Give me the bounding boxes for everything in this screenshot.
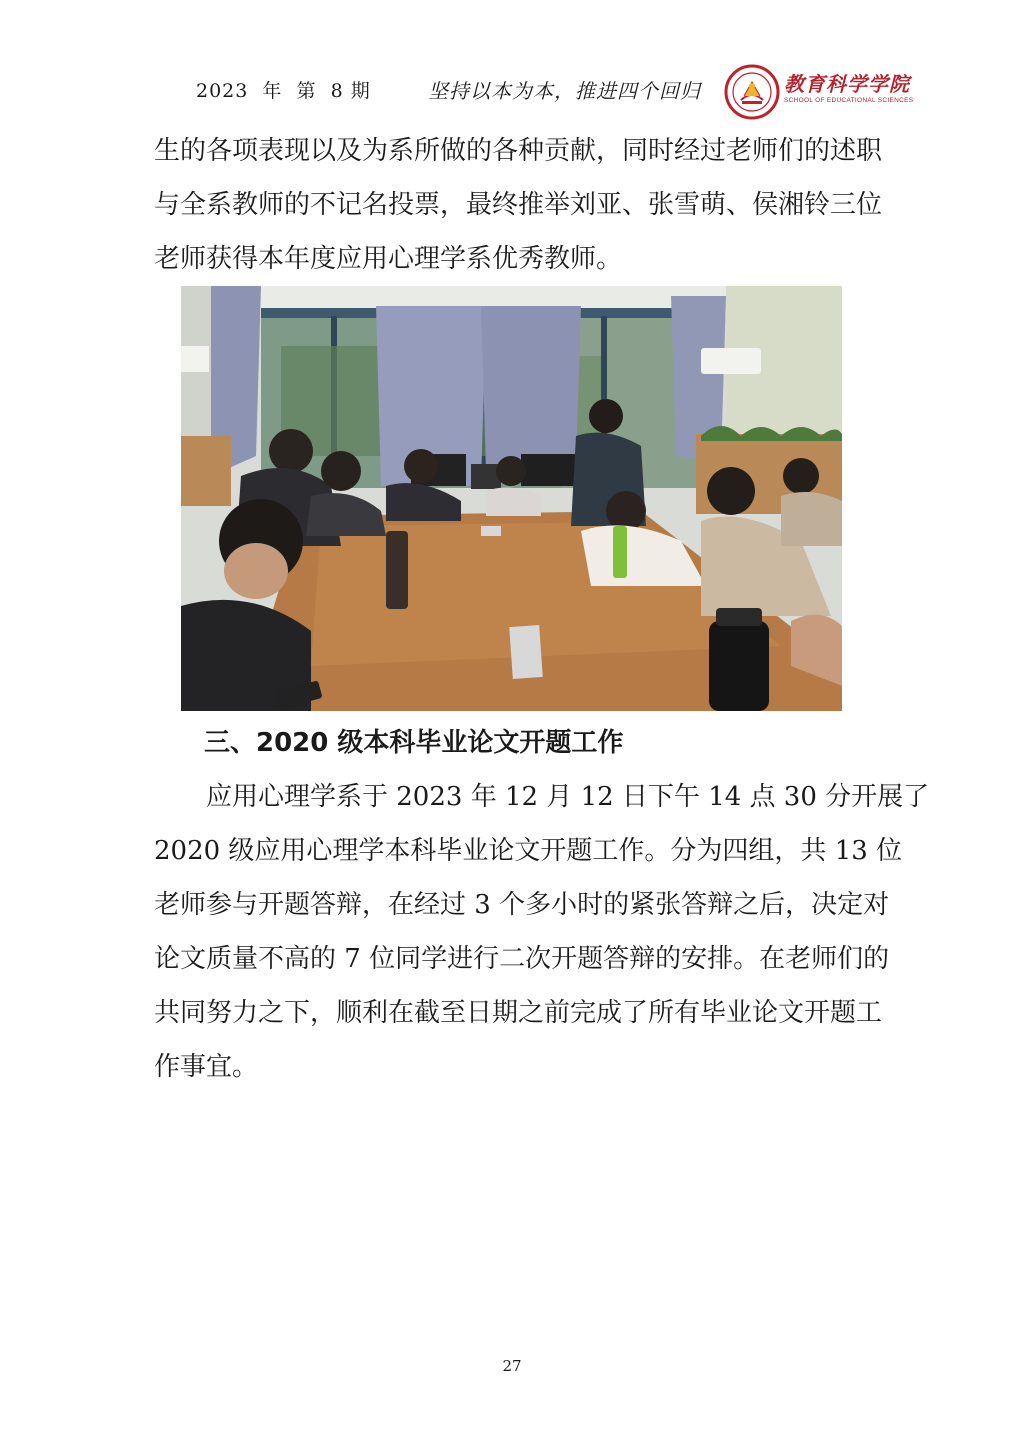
text-line: 论文质量不高的 7 位同学进行二次开题答辩的安排。在老师们的 <box>154 944 890 974</box>
slogan: 坚持以本为本，推进四个回归 <box>428 79 701 103</box>
page-number: 27 <box>502 1357 522 1375</box>
text-line: 老师获得本年度应用心理学系优秀教师。 <box>154 244 623 274</box>
text-line: 与全系教师的不记名投票，最终推举刘亚、张雪萌、侯湘铃三位 <box>154 190 883 220</box>
meeting-photo <box>181 286 842 711</box>
meeting-photo-image <box>181 286 842 711</box>
seal-icon <box>724 64 780 120</box>
page-header <box>0 0 1024 120</box>
section-paragraph <box>154 770 930 1094</box>
text-line: 老师参与开题答辩，在经过 3 个多小时的紧张答辩之后，决定对 <box>154 890 890 920</box>
logo-name: 教育科学学院 <box>784 72 910 96</box>
logo-english-name: SCHOOL OF EDUCATIONAL SCIENCES <box>784 97 914 104</box>
text-line: 生的各项表现以及为系所做的各种贡献，同时经过老师们的述职 <box>154 136 883 166</box>
school-logo <box>724 64 914 122</box>
text-line: 2020 级应用心理学本科毕业论文开题工作。分为四组，共 13 位 <box>154 836 903 866</box>
paragraph-continued <box>154 124 883 286</box>
issue-label: 2023 年 第 8 期 <box>196 80 371 102</box>
text-line: 共同努力之下，顺利在截至日期之前完成了所有毕业论文开题工 <box>154 998 883 1028</box>
text-line: 作事宜。 <box>154 1052 259 1082</box>
text-line: 应用心理学系于 2023 年 12 月 12 日下午 14 点 30 分开展了 <box>206 782 930 812</box>
section-heading: 三、2020 级本科毕业论文开题工作 <box>204 728 624 758</box>
